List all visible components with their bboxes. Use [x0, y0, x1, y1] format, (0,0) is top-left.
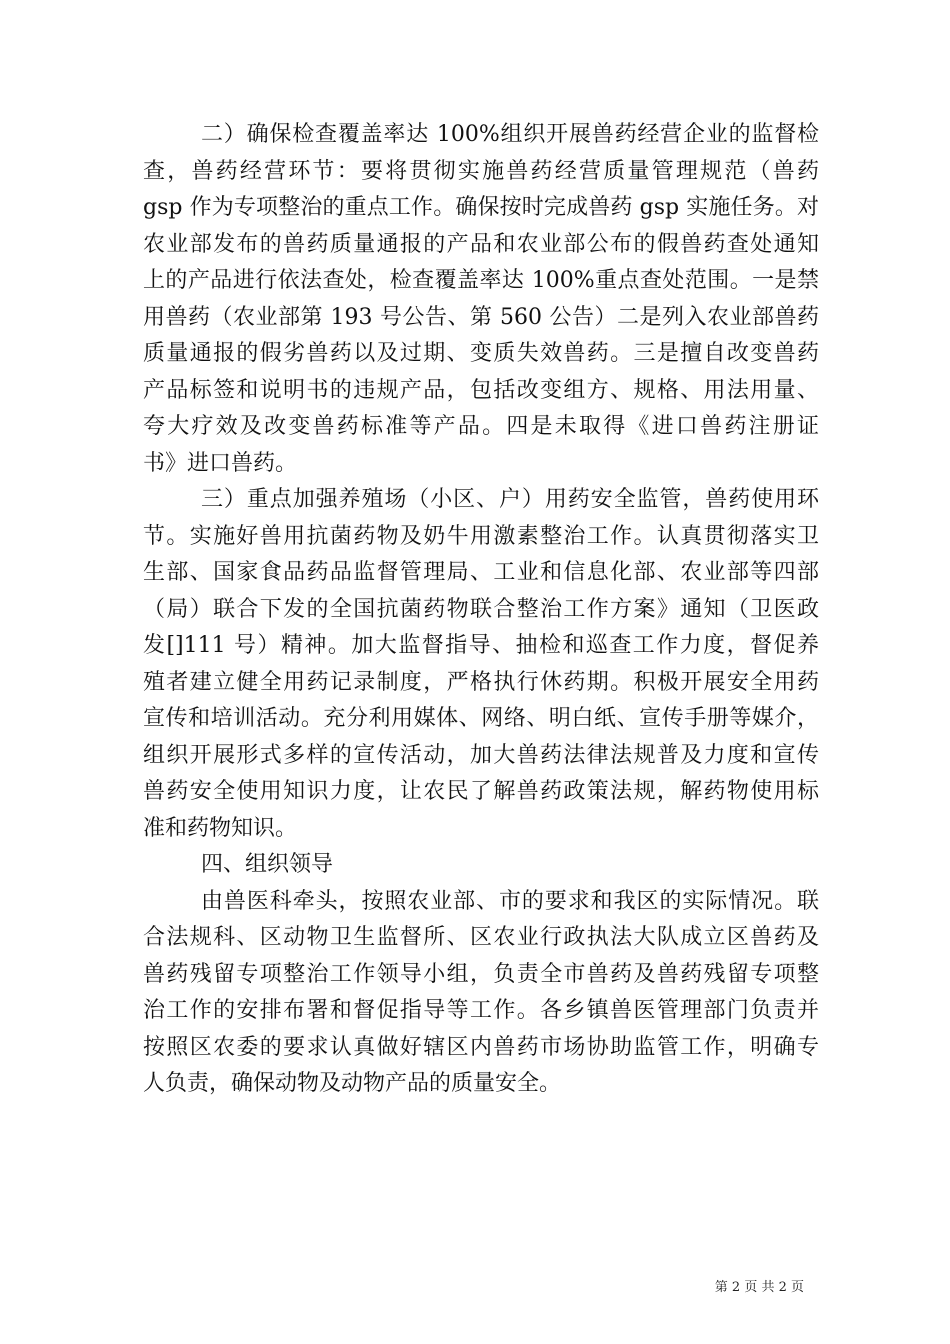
paragraph-line: 发[]111 号）精神。加大监督指导、抽检和巡查工作力度，督促养 — [143, 633, 819, 658]
paragraph-line: 夸大疗效及改变兽药标准等产品。四是未取得《进口兽药注册证 — [143, 414, 819, 439]
paragraph-inspection-coverage — [143, 117, 819, 482]
section-heading: 四、组织领导 — [201, 852, 334, 877]
paragraph-line: 用兽药（农业部第 193 号公告、第 560 公告）二是列入农业部兽药 — [143, 304, 819, 330]
paragraph-line: 书》进口兽药。 — [143, 450, 298, 476]
paragraph-line: 上的产品进行依法查处，检查覆盖率达 100%重点查处范围。一是禁 — [143, 268, 819, 293]
paragraph-line: 生部、国家食品药品监督管理局、工业和信息化部、农业部等四部 — [143, 560, 819, 585]
paragraph-line: 二）确保检查覆盖率达 100%组织开展兽药经营企业的监督检 — [201, 122, 819, 147]
paragraph-line: 人负责，确保动物及动物产品的质量安全。 — [143, 1071, 562, 1096]
paragraph-line: 兽药残留专项整治工作领导小组，负责全市兽药及兽药残留专项整 — [143, 961, 819, 987]
paragraph-line: 兽药安全使用知识力度，让农民了解兽药政策法规，解药物使用标 — [143, 779, 819, 804]
paragraph-farm-supervision — [143, 482, 819, 847]
paragraph-line: 殖者建立健全用药记录制度，严格执行休药期。积极开展安全用药 — [143, 669, 819, 695]
paragraph-line: 准和药物知识。 — [143, 815, 298, 841]
paragraph-line: 合法规科、区动物卫生监督所、区农业行政执法大队成立区兽药及 — [143, 925, 819, 950]
paragraph-line: 农业部发布的兽药质量通报的产品和农业部公布的假兽药查处通知 — [143, 231, 819, 257]
paragraph-line: 治工作的安排布署和督促指导等工作。各乡镇兽医管理部门负责并 — [143, 998, 819, 1023]
paragraph-line: 按照区农委的要求认真做好辖区内兽药市场协助监管工作，明确专 — [143, 1034, 819, 1060]
paragraph-line: （局）联合下发的全国抗菌药物联合整治工作方案》通知（卫医政 — [143, 596, 819, 622]
paragraph-line: 查，兽药经营环节：要将贯彻实施兽药经营质量管理规范（兽药 — [143, 158, 819, 184]
document-body — [143, 117, 819, 1103]
paragraph-line: 由兽医科牵头，按照农业部、市的要求和我区的实际情况。联 — [201, 888, 819, 914]
paragraph-organization-leadership — [143, 884, 819, 1103]
paragraph-line: 产品标签和说明书的违规产品，包括改变组方、规格、用法用量、 — [143, 377, 819, 403]
page-number-footer: 第 2 页 共 2 页 — [714, 1280, 804, 1295]
paragraph-line: gsp 作为专项整治的重点工作。确保按时完成兽药 gsp 实施任务。对 — [143, 195, 819, 220]
paragraph-line: 宣传和培训活动。充分利用媒体、网络、明白纸、宣传手册等媒介， — [143, 706, 819, 731]
paragraph-line: 三）重点加强养殖场（小区、户）用药安全监管，兽药使用环 — [201, 487, 819, 512]
paragraph-line: 质量通报的假劣兽药以及过期、变质失效兽药。三是擅自改变兽药 — [143, 341, 819, 366]
paragraph-line: 组织开展形式多样的宣传活动，加大兽药法律法规普及力度和宣传 — [143, 742, 819, 768]
paragraph-line: 节。实施好兽用抗菌药物及奶牛用激素整治工作。认真贯彻落实卫 — [143, 523, 819, 549]
